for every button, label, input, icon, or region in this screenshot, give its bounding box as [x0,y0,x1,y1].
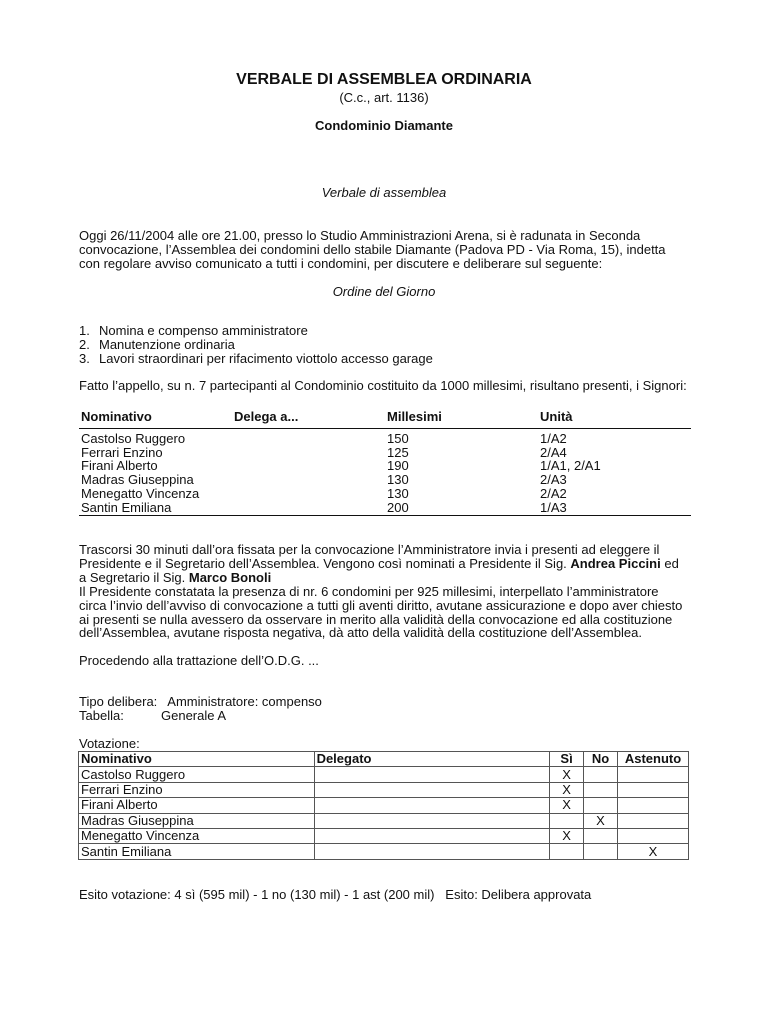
attendee-name: Firani Alberto [81,458,158,474]
vote-si: X [550,798,584,813]
vote-header-row [79,752,689,767]
attendee-unit: 2/A4 [540,444,567,460]
vote-col-delegato: Delegato [314,752,550,767]
agenda-list [79,324,433,366]
section-label: Verbale di assemblea [321,185,447,200]
deliberation-table [79,709,699,723]
attendee-unit: 2/A2 [540,485,567,501]
vote-astenuto [618,767,689,782]
agenda-heading: Ordine del Giorno [332,284,436,299]
vote-col-no: No [584,752,618,767]
voter-delegate [314,782,550,797]
proceedings-line [79,557,719,571]
vote-outcome: Esito votazione: 4 sì (595 mil) - 1 no (130 mil) - 1 ast (200 mil) Esito: Delibera approvata [79,887,592,902]
proceedings-text: Presidente e il Segretario dell’Assemblea. Vengono così nominati a Presidente il Sig. [79,555,567,571]
voter-name: Ferrari Enzino [79,782,315,797]
proceedings-line: Il Presidente constatata la presenza di nr. 6 condomini per 925 millesimi, interpellato l’amministratore [79,583,659,599]
table-row [79,429,691,446]
vote-no [584,782,618,797]
attendees-header-row [79,409,691,429]
table-row [79,844,689,859]
attendee-delegate [232,473,385,487]
vote-astenuto [618,798,689,813]
vote-no [584,767,618,782]
proceedings-line: ai presenti se nulla avessero da osservare in merito alla validità della convocazione ed alla costituzione [79,611,673,627]
vote-no: X [584,813,618,828]
attendee-name: Madras Giuseppina [81,472,194,488]
table-row [79,767,689,782]
president-name: Andrea Piccini [570,555,661,571]
vote-astenuto [618,782,689,797]
voter-delegate [314,813,550,828]
intro-line: Oggi 26/11/2004 alle ore 21.00, presso lo Studio Amministrazioni Arena, si è radunata in Seconda [79,228,641,243]
vote-col-si: Sì [550,752,584,767]
attendee-millesimi: 150 [387,431,409,446]
deliberation-type-label: Tipo delibera: [79,694,158,709]
voter-name: Madras Giuseppina [79,813,315,828]
vote-si: X [550,782,584,797]
col-header-unita: Unità [538,409,691,429]
vote-si [550,813,584,828]
attendee-unit: 1/A2 [540,431,567,446]
condominium-name: Condominio Diamante [315,118,453,133]
table-row [79,459,691,473]
proceedings-line: dell’Assemblea, avutane risposta negativa, dà atto della validità della costituzione dell’Assemblea. [79,625,642,641]
deliberation-type-value: Amministratore: compenso [167,694,322,709]
col-header-delega: Delega a... [232,409,385,429]
table-row [79,473,691,487]
agenda-item-text: Manutenzione ordinaria [99,336,235,352]
voter-delegate [314,828,550,843]
proceedings-text: a Segretario il Sig. [79,569,186,585]
table-row [79,782,689,797]
vote-astenuto: X [618,844,689,859]
agenda-item-text: Nomina e compenso amministratore [99,323,308,338]
agenda-item [79,338,433,352]
agenda-item-number: 1. [79,323,90,338]
vote-table [78,751,689,860]
vote-col-astenuto: Astenuto [618,752,689,767]
col-header-millesimi: Millesimi [385,409,538,429]
voter-delegate [314,798,550,813]
voter-delegate [314,767,550,782]
proceedings-line: Trascorsi 30 minuti dall’ora fissata per la convocazione l’Amministratore invia i presenti ad eleggere il [79,542,660,557]
vote-col-nominativo: Nominativo [79,752,315,767]
vote-si [550,844,584,859]
agenda-item-text: Lavori straordinari per rifacimento viottolo accesso garage [99,350,433,366]
vote-astenuto [618,813,689,828]
attendee-delegate [232,446,385,460]
agenda-item-number: 2. [79,336,90,352]
attendees-table [79,409,691,516]
vote-si: X [550,767,584,782]
table-row [79,798,689,813]
attendee-name: Ferrari Enzino [81,444,163,460]
vote-si: X [550,828,584,843]
roll-call-text: Fatto l’appello, su n. 7 partecipanti al Condominio costituito da 1000 millesimi, risultano presenti, i Signori: [79,378,687,393]
deliberation-table-label: Tabella: [79,708,124,723]
voter-name: Castolso Ruggero [79,767,315,782]
attendee-name: Santin Emiliana [79,501,232,516]
vote-no [584,798,618,813]
intro-paragraph [79,229,699,271]
voter-delegate [314,844,550,859]
attendee-millesimi: 200 [385,501,538,516]
agenda-item [79,324,433,338]
vote-astenuto [618,828,689,843]
attendee-millesimi: 125 [387,444,409,460]
attendee-delegate [232,429,385,446]
attendee-unit: 1/A3 [538,501,691,516]
attendee-name: Castolso Ruggero [81,431,186,446]
attendee-name: Menegatto Vincenza [81,485,200,501]
voter-name: Santin Emiliana [79,844,315,859]
table-row [79,813,689,828]
voter-name: Firani Alberto [79,798,315,813]
odg-line: Procedendo alla trattazione dell’O.D.G. ... [79,653,319,668]
table-row [79,487,691,501]
voter-name: Menegatto Vincenza [79,828,315,843]
secretary-name: Marco Bonoli [188,569,272,585]
document-subtitle: (C.c., art. 1136) [339,90,429,105]
attendee-millesimi: 130 [387,485,409,501]
attendee-delegate [232,501,385,516]
proceedings-line [79,571,719,585]
intro-line: con regolare avviso comunicato a tutti i condomini, per discutere e deliberare sul seguente: [79,255,603,271]
deliberation-table-value: Generale A [161,708,227,723]
vote-no [584,828,618,843]
attendee-delegate [232,487,385,501]
document-title: VERBALE DI ASSEMBLEA ORDINARIA [236,71,532,88]
proceedings-line: circa l’invio dell’avviso di convocazione a tutti gli aventi diritto, avutane assicurazione e dopo aver chiesto [79,597,683,613]
attendee-unit: 1/A1, 2/A1 [540,458,601,474]
attendee-millesimi: 190 [387,458,409,474]
agenda-item [79,352,433,366]
deliberation-type [79,695,699,709]
vote-no [584,844,618,859]
attendee-millesimi: 130 [387,472,409,488]
proceedings-text: ed [664,555,679,571]
vote-label: Votazione: [79,736,140,751]
agenda-item-number: 3. [79,350,90,366]
col-header-nominativo: Nominativo [79,409,232,429]
table-row [79,828,689,843]
attendee-delegate [232,459,385,473]
intro-line: convocazione, l’Assemblea dei condomini dello stabile Diamante (Padova PD - Via Roma, 15), indetta [79,241,666,257]
attendee-unit: 2/A3 [540,472,567,488]
proceedings-paragraph [79,543,719,640]
table-row [79,501,691,516]
table-row [79,446,691,460]
